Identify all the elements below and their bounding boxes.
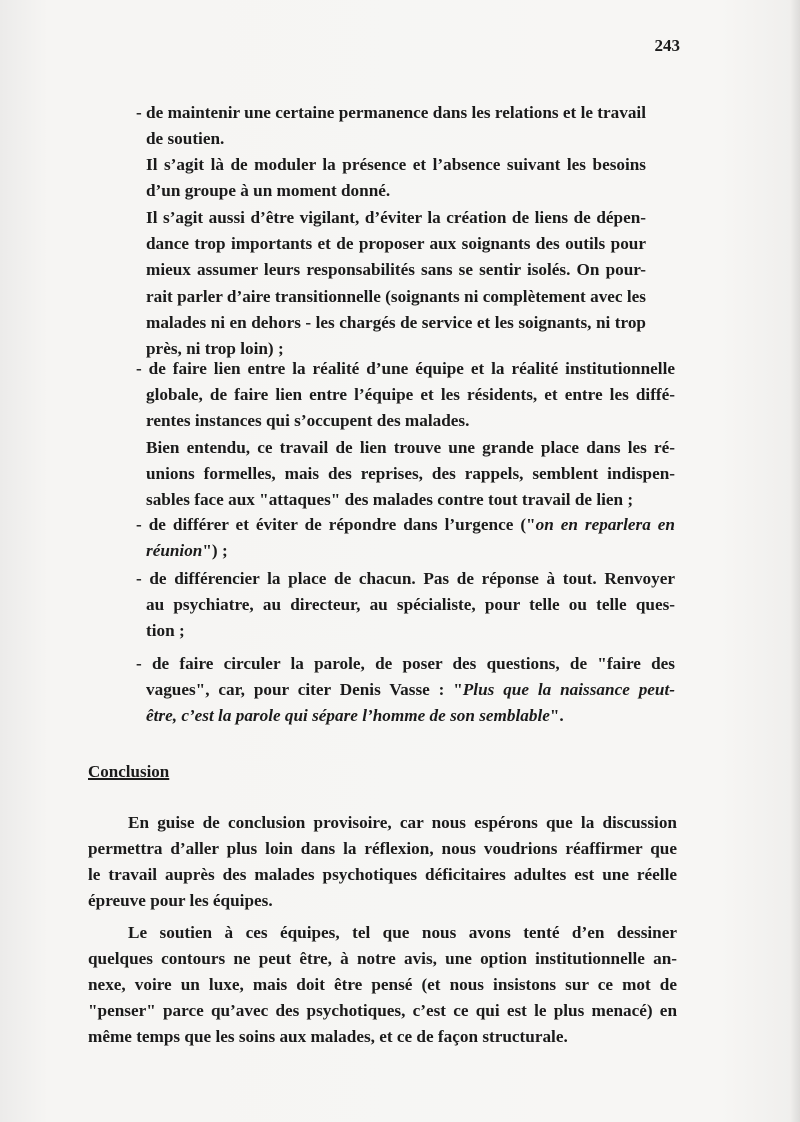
conclusion-p2-line-3: nexe, voire un luxe, mais doit être pensé (et nous insistons sur ce mot de (88, 975, 677, 994)
bullet-3-line-2: réunion") ; (146, 541, 228, 560)
conclusion-p2-line-2: quelques contours ne peut être, à notre avis, une option institutionnelle an- (88, 949, 677, 968)
page-number: 243 (654, 36, 680, 55)
page-edge-shadow (790, 0, 800, 1122)
conclusion-heading: Conclusion (88, 762, 170, 781)
bullet-1-p2-line-1: Il s’agit là de moduler la présence et l’absence suivant les besoins (146, 155, 646, 174)
conclusion-p2-line-5: même temps que les soins aux malades, et ce de façon structurale. (88, 1027, 568, 1046)
conclusion-p2-line-4: "penser" parce qu’avec des psychotiques, c’est ce qui est le plus menacé) en (88, 1001, 677, 1020)
bullet-2-line-1: - de faire lien entre la réalité d’une équipe et la réalité institutionnelle (136, 359, 675, 378)
conclusion-p1-line-3: le travail auprès des malades psychotiques déficitaires adultes est une réelle (88, 865, 677, 884)
bullet-1-p2-line-2: d’un groupe à un moment donné. (146, 181, 391, 200)
bullet-1-p3-line-6: près, ni trop loin) ; (146, 339, 284, 358)
bullet-1-line-1: - de maintenir une certaine permanence dans les relations et le travail (136, 103, 646, 122)
bullet-1-p3-line-2: dance trop importants et de proposer aux soignants des outils pour (146, 234, 646, 253)
bullet-4-line-1: - de différencier la place de chacun. Pas de réponse à tout. Renvoyer (136, 569, 675, 588)
bullet-4-line-2: au psychiatre, au directeur, au spécialiste, pour telle ou telle ques- (146, 595, 675, 614)
bullet-1-line-2: de soutien. (146, 129, 225, 148)
bullet-4-line-3: tion ; (146, 621, 185, 640)
conclusion-p1-line-4: épreuve pour les équipes. (88, 891, 273, 910)
bullet-1-p3-line-3: mieux assumer leurs responsabilités sans se sentir isolés. On pour- (146, 260, 646, 279)
bullet-5-line-3: être, c’est la parole qui sépare l’homme de son semblable". (146, 706, 564, 725)
bullet-5-line-2: vagues", car, pour citer Denis Vasse : "Plus que la naissance peut- (146, 680, 675, 699)
bullet-2-p2-line-2: unions formelles, mais des reprises, des rappels, semblent indispen- (146, 464, 675, 483)
bullet-1-p3-line-4: rait parler d’aire transitionnelle (soignants ni complètement avec les (146, 287, 646, 306)
conclusion-p2-line-1: Le soutien à ces équipes, tel que nous avons tenté d’en dessiner (128, 923, 677, 942)
bullet-1-p3-line-1: Il s’agit aussi d’être vigilant, d’éviter la création de liens de dépen- (146, 208, 646, 227)
conclusion-p1-line-1: En guise de conclusion provisoire, car nous espérons que la discussion (128, 813, 677, 832)
bullet-2-line-3: rentes instances qui s’occupent des malades. (146, 411, 470, 430)
bullet-5-line-1: - de faire circuler la parole, de poser des questions, de "faire des (136, 654, 675, 673)
conclusion-p1-line-2: permettra d’aller plus loin dans la réflexion, nous voudrions réaffirmer que (88, 839, 677, 858)
bullet-2-p2-line-3: sables face aux "attaques" des malades contre tout travail de lien ; (146, 490, 634, 509)
bullet-1-p3-line-5: malades ni en dehors - les chargés de service et les soignants, ni trop (146, 313, 646, 332)
bullet-3-line-1: - de différer et éviter de répondre dans l’urgence ("on en reparlera en (136, 515, 675, 534)
bullet-2-p2-line-1: Bien entendu, ce travail de lien trouve une grande place dans les ré- (146, 438, 675, 457)
bullet-2-line-2: globale, de faire lien entre l’équipe et les résidents, et entre les diffé- (146, 385, 675, 404)
